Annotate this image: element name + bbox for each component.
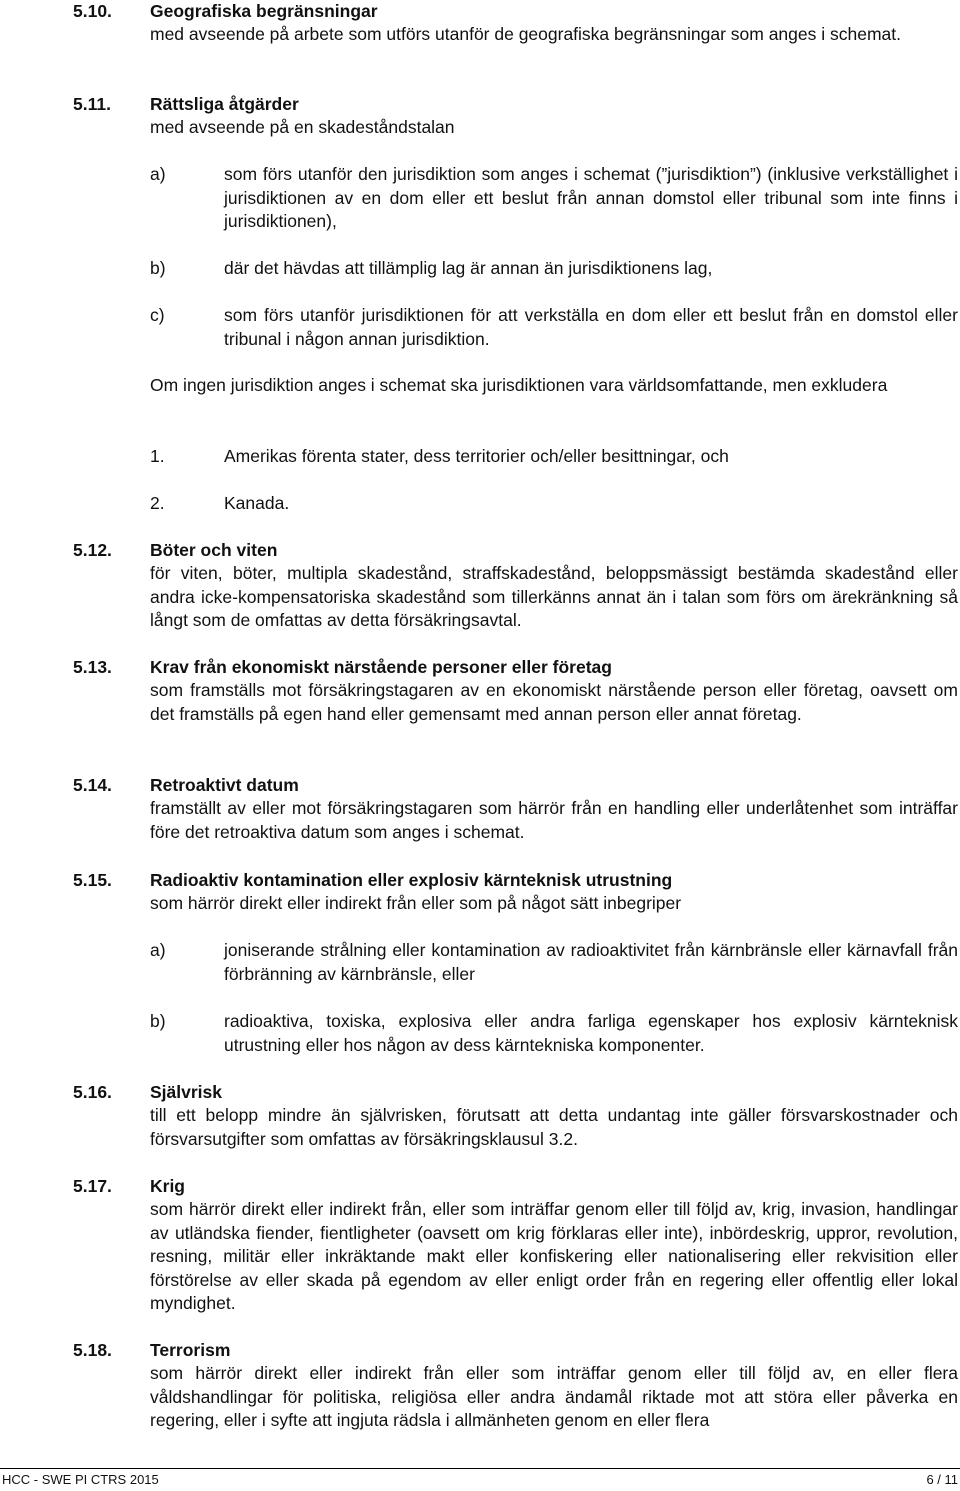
section-text: framställt av eller mot försäkringstagaren som härrör från en handling eller underlåtenhet som inträffar före det retroaktiva datum som anges i schemat. xyxy=(150,798,958,842)
section-number: 5.14. xyxy=(73,775,112,795)
section-number: 5.10. xyxy=(73,1,112,21)
section-title: Böter och viten xyxy=(150,540,278,560)
section-text: som härrör direkt eller indirekt från eller som på något sätt inbegriper xyxy=(150,893,682,913)
section-text: med avseende på en skadeståndstalan xyxy=(150,117,455,137)
section-text: som framställs mot försäkringstagaren av en ekonomiskt närstående person eller företag, oavsett om det framställs på egen hand eller gemensamt med annan person eller annat företag. xyxy=(150,680,958,724)
section-title: Retroaktivt datum xyxy=(150,775,299,795)
section-title: Krav från ekonomiskt närstående personer eller företag xyxy=(150,657,612,677)
list-item-text: där det hävdas att tillämplig lag är annan än jurisdiktionens lag, xyxy=(224,258,713,278)
footer-document-id: HCC - SWE PI CTRS 2015 xyxy=(2,1472,159,1487)
footer-divider xyxy=(0,1468,960,1469)
list-item-letter: c) xyxy=(150,305,165,325)
section-title: Rättsliga åtgärder xyxy=(150,94,299,114)
section-text: till ett belopp mindre än självrisken, förutsatt att detta undantag inte gäller försvarskostnader och försvarsutgifter som omfattas av försäkringsklausul 3.2. xyxy=(150,1105,958,1149)
section-text: som härrör direkt eller indirekt från eller som inträffar genom eller till följd av, en eller flera våldshandlingar för politiska, religiösa eller andra ändamål riktade mot att störa eller påverka en regering, eller i syfte att ingjuta rädsla i allmänheten genom en eller flera xyxy=(150,1363,958,1430)
section-text: för viten, böter, multipla skadestånd, straffskadestånd, beloppsmässigt bestämda skadestånd eller andra icke-kompensatoriska skadestånd som tillerkänns annat än i talan som förs om ärekränkning så långt som de omfattas av detta försäkringsavtal. xyxy=(150,563,958,630)
page-footer xyxy=(0,1468,960,1491)
numbered-item-text: Kanada. xyxy=(224,493,290,513)
section-number: 5.12. xyxy=(73,540,112,560)
list-item-letter: a) xyxy=(150,940,166,960)
numbered-item-number: 1. xyxy=(150,446,165,466)
list-item-text: som förs utanför den jurisdiktion som anges i schemat (”jurisdiktion”) (inklusive verkställighet i jurisdiktionen av en dom eller ett beslut från annan domstol eller tribunal som inte finns i jurisdiktionen), xyxy=(224,164,958,231)
section-note: Om ingen jurisdiktion anges i schemat ska jurisdiktionen vara världsomfattande, men exkludera xyxy=(150,375,888,395)
section-number: 5.11. xyxy=(73,94,111,114)
section-title: Självrisk xyxy=(150,1082,222,1102)
section-title: Geografiska begränsningar xyxy=(150,1,378,21)
section-number: 5.18. xyxy=(73,1340,112,1360)
section-number: 5.15. xyxy=(73,870,112,890)
list-item-text: radioaktiva, toxiska, explosiva eller andra farliga egenskaper hos explosiv kärnteknisk utrustning eller hos någon av dess kärntekniska komponenter. xyxy=(224,1011,958,1055)
list-item-letter: a) xyxy=(150,164,166,184)
list-item-letter: b) xyxy=(150,1011,166,1031)
section-text: som härrör direkt eller indirekt från, eller som inträffar genom eller till följd av, krig, invasion, handlingar av utländska fiender, fientligheter (oavsett om krig förklaras eller inte), inbördeskrig, uppror, revolution, resning, militär eller inkräktande makt eller konfiskering eller nationalisering eller rekvisition eller förstörelse av eller skada på egendom av eller enligt order från en regering eller offentlig eller lokal myndighet. xyxy=(150,1199,958,1313)
section-title: Krig xyxy=(150,1176,185,1196)
list-item-letter: b) xyxy=(150,258,166,278)
section-number: 5.13. xyxy=(73,657,112,677)
list-item-text: joniserande strålning eller kontamination av radioaktivitet från kärnbränsle eller kärnavfall från förbränning av kärnbränsle, eller xyxy=(224,940,958,984)
footer-page-number: 6 / 11 xyxy=(926,1472,958,1487)
section-title: Terrorism xyxy=(150,1340,231,1360)
numbered-item-number: 2. xyxy=(150,493,165,513)
section-title: Radioaktiv kontamination eller explosiv kärnteknisk utrustning xyxy=(150,870,673,890)
list-item-text: som förs utanför jurisdiktionen för att verkställa en dom eller ett beslut från en domstol eller tribunal i någon annan jurisdiktion. xyxy=(224,305,958,349)
numbered-item-text: Amerikas förenta stater, dess territorier och/eller besittningar, och xyxy=(224,446,729,466)
section-text: med avseende på arbete som utförs utanför de geografiska begränsningar som anges i schemat. xyxy=(150,24,901,44)
section-number: 5.17. xyxy=(73,1176,112,1196)
section-number: 5.16. xyxy=(73,1082,112,1102)
